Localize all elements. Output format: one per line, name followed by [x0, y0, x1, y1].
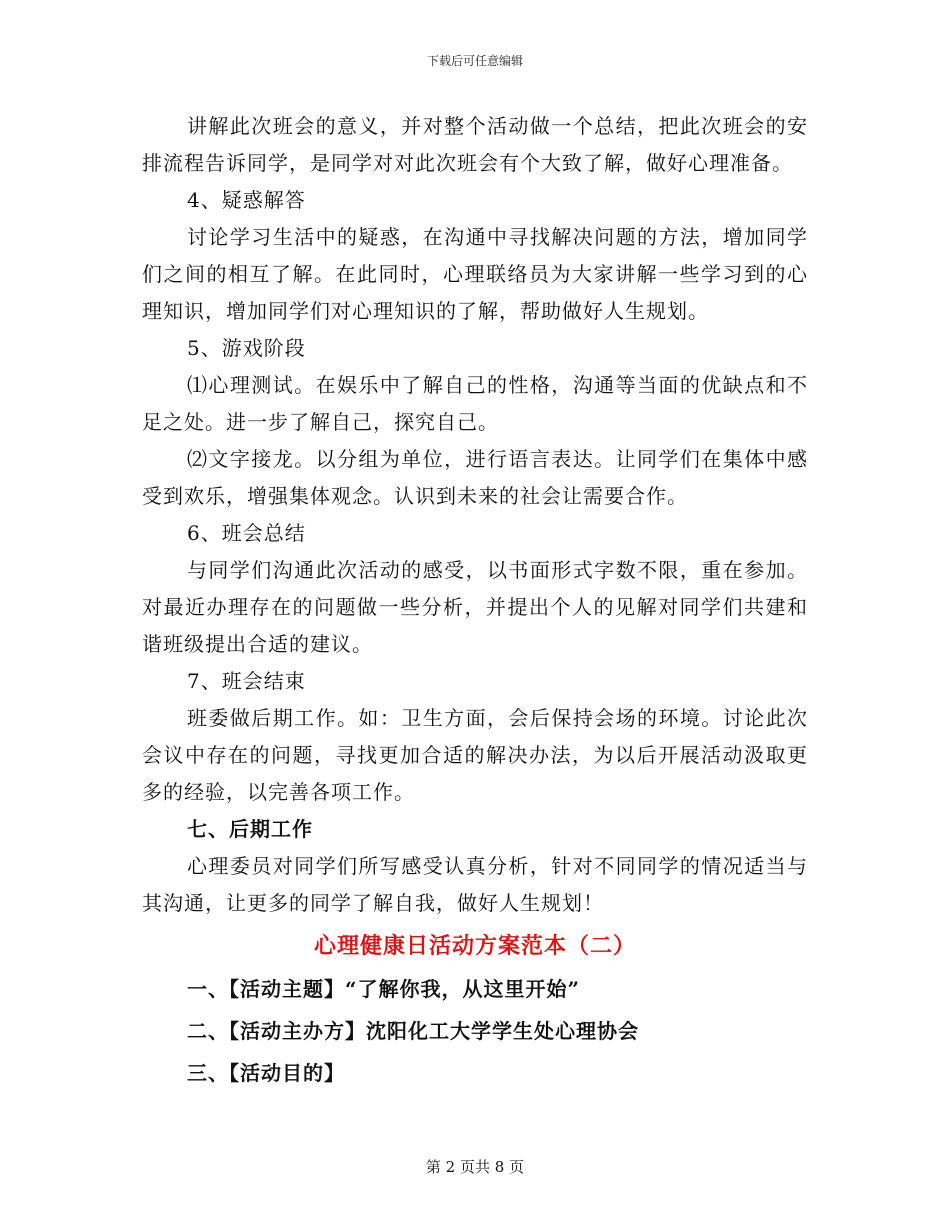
page-header: 下载后可任意编辑 — [426, 54, 523, 68]
section-title: 心理健康日活动方案范本（二） — [313, 933, 636, 959]
section-item-theme: 一、【活动主题】“了解你我，从这里开始” — [187, 977, 581, 1001]
paragraph-meeting-end: 班委做后期工作。如：卫生方面，会后保持会场的环境。讨论此次会议中存在的问题，寻找更加合适的解决办法，为以后开展活动汲取更多的经验，以完善各项工作。 — [142, 706, 808, 804]
document-body — [142, 108, 808, 1096]
section-item-purpose: 三、【活动目的】 — [187, 1061, 345, 1085]
heading-meeting-summary: 6、班会总结 — [187, 521, 306, 545]
heading-meeting-end: 7、班会结束 — [187, 669, 306, 693]
paragraph-meeting-summary: 与同学们沟通此次活动的感受，以书面形式字数不限，重在参加。对最近办理存在的问题做一些分析，并提出个人的见解对同学们共建和谐班级提出合适的建议。 — [142, 558, 808, 656]
page-footer: 第 2 页共 8 页 — [425, 1158, 525, 1176]
heading-qa: 4、疑惑解答 — [187, 188, 306, 212]
paragraph-game-2: ⑵文字接龙。以分组为单位，进行语言表达。让同学们在集体中感受到欢乐，增强集体观念。认识到未来的社会让需要合作。 — [142, 447, 808, 508]
paragraph-qa: 讨论学习生活中的疑惑，在沟通中寻找解决问题的方法，增加同学们之间的相互了解。在此同时，心理联络员为大家讲解一些学习到的心理知识，增加同学们对心理知识的了解，帮助做好人生规划。 — [142, 225, 808, 323]
paragraph-post-work: 心理委员对同学们所写感受认真分析，针对不同同学的情况适当与其沟通，让更多的同学了解自我，做好人生规划！ — [142, 854, 808, 915]
heading-post-work: 七、后期工作 — [187, 817, 313, 841]
paragraph-game-1: ⑴心理测试。在娱乐中了解自己的性格，沟通等当面的优缺点和不足之处。进一步了解自己，探究自己。 — [142, 373, 808, 434]
paragraph-summary: 讲解此次班会的意义，并对整个活动做一个总结，把此次班会的安排流程告诉同学，是同学对对此次班会有个大致了解，做好心理准备。 — [142, 114, 808, 175]
section-item-organizer: 二、【活动主办方】沈阳化工大学学生处心理协会 — [187, 1019, 639, 1043]
heading-game: 5、游戏阶段 — [187, 336, 306, 360]
